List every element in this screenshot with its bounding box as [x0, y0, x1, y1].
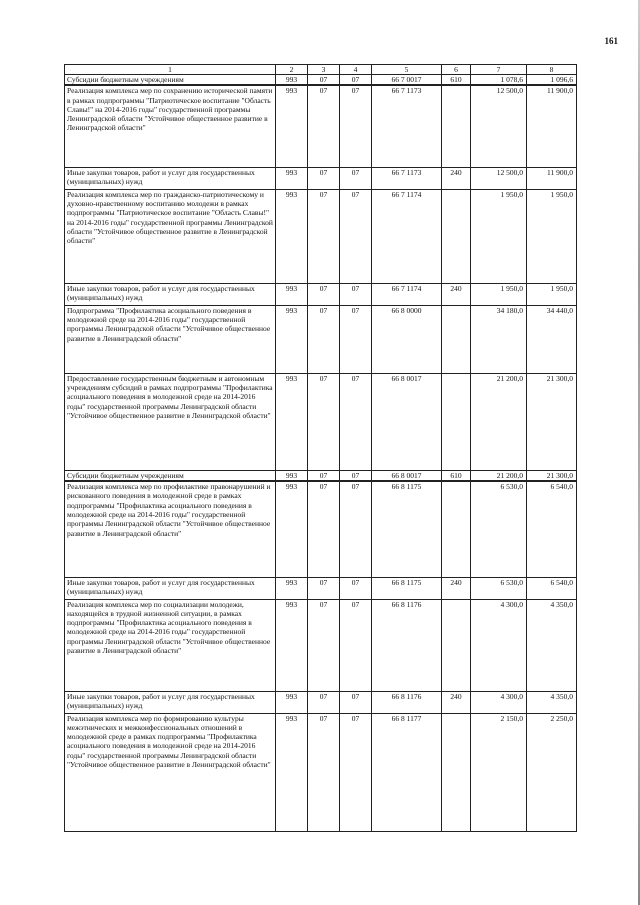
- row-name: Реализация комплекса мер по профилактике правонарушений и рискованного поведения в молодежной среде в рамках подпрограммы "Профилактика асоциального поведения в молодежной среде на 2014-2016 годы" государственной программы Ленинградской области "Устойчивое общественное развитие в Ленинградской области": [65, 481, 276, 577]
- row-sum-2016: 11 900,0: [527, 167, 577, 189]
- row-type: 240: [442, 577, 471, 599]
- row-admin: 993: [276, 470, 308, 481]
- row-type: [442, 373, 471, 470]
- table-row: [65, 577, 577, 599]
- row-type: 240: [442, 691, 471, 713]
- row-subsection: 07: [340, 167, 372, 189]
- row-type: 610: [442, 470, 471, 481]
- row-subsection: 07: [340, 577, 372, 599]
- row-name: Иные закупки товаров, работ и услуг для государственных (муниципальных) нужд: [65, 167, 276, 189]
- table-row: [65, 691, 577, 713]
- row-sum-2016: 4 350,0: [527, 691, 577, 713]
- header-row: [65, 65, 577, 75]
- row-sum-2015: 21 200,0: [471, 470, 527, 481]
- row-admin: 993: [276, 167, 308, 189]
- row-name: Реализация комплекса мер по формированию культуры межэтнических и межконфессиональных отношений в молодежной среде в рамках подпрограммы "Профилактика асоциального поведения в молодежной среде на 2014-2016 годы" государственной программы Ленинградской области "Устойчивое общественное развитие в Ленинградской области": [65, 713, 276, 831]
- row-target: 66 7 0017: [372, 75, 442, 86]
- header-col-1: 1: [65, 65, 276, 75]
- table-row: [65, 305, 577, 373]
- page-number: 161: [604, 36, 618, 46]
- row-sum-2016: 34 440,0: [527, 305, 577, 373]
- row-target: 66 8 1175: [372, 577, 442, 599]
- row-name: Реализация комплекса мер по сохранению исторической памяти в рамках подпрограммы "Патриотическое воспитание "Область Славы!" на 2014-2016 годы" государственной программы Ленинградской области "Устойчивое общественное развитие в Ленинградской области": [65, 85, 276, 167]
- row-sum-2015: 34 180,0: [471, 305, 527, 373]
- row-section: 07: [308, 470, 340, 481]
- row-admin: 993: [276, 305, 308, 373]
- row-sum-2015: 4 300,0: [471, 599, 527, 691]
- header-col-5: 5: [372, 65, 442, 75]
- row-section: 07: [308, 189, 340, 283]
- row-type: [442, 305, 471, 373]
- row-target: 66 8 0017: [372, 470, 442, 481]
- row-subsection: 07: [340, 85, 372, 167]
- header-col-4: 4: [340, 65, 372, 75]
- row-target: 66 7 1174: [372, 283, 442, 305]
- row-subsection: 07: [340, 481, 372, 577]
- header-col-6: 6: [442, 65, 471, 75]
- row-subsection: 07: [340, 75, 372, 86]
- row-target: 66 8 1177: [372, 713, 442, 831]
- row-sum-2016: 6 540,0: [527, 577, 577, 599]
- row-subsection: 07: [340, 713, 372, 831]
- row-subsection: 07: [340, 599, 372, 691]
- row-name: Иные закупки товаров, работ и услуг для государственных (муниципальных) нужд: [65, 691, 276, 713]
- row-section: 07: [308, 167, 340, 189]
- row-sum-2015: 1 950,0: [471, 283, 527, 305]
- row-section: 07: [308, 691, 340, 713]
- header-col-2: 2: [276, 65, 308, 75]
- row-sum-2015: 6 530,0: [471, 577, 527, 599]
- row-sum-2016: 21 300,0: [527, 470, 577, 481]
- row-name: Реализация комплекса мер по гражданско-патриотическому и духовно-нравственному воспитанию молодежи в рамках подпрограммы "Патриотическое воспитание "Область Славы!" на 2014-2016 годы" государственной программы Ленинградской области "Устойчивое общественное развитие в Ленинградской области": [65, 189, 276, 283]
- row-sum-2016: 1 950,0: [527, 189, 577, 283]
- table-row: [65, 85, 577, 167]
- row-sum-2016: 1 096,6: [527, 75, 577, 86]
- row-admin: 993: [276, 599, 308, 691]
- row-target: 66 8 1176: [372, 599, 442, 691]
- table-row: [65, 713, 577, 831]
- row-type: 240: [442, 283, 471, 305]
- row-sum-2016: 1 950,0: [527, 283, 577, 305]
- row-section: 07: [308, 599, 340, 691]
- row-admin: 993: [276, 75, 308, 86]
- table-row: [65, 470, 577, 481]
- row-section: 07: [308, 577, 340, 599]
- row-target: 66 8 1175: [372, 481, 442, 577]
- row-target: 66 8 0000: [372, 305, 442, 373]
- row-section: 07: [308, 373, 340, 470]
- row-target: 66 8 1176: [372, 691, 442, 713]
- row-admin: 993: [276, 189, 308, 283]
- row-name: Иные закупки товаров, работ и услуг для государственных (муниципальных) нужд: [65, 577, 276, 599]
- row-type: 240: [442, 167, 471, 189]
- row-subsection: 07: [340, 470, 372, 481]
- row-admin: 993: [276, 713, 308, 831]
- row-sum-2015: 21 200,0: [471, 373, 527, 470]
- row-section: 07: [308, 481, 340, 577]
- row-name: Реализация комплекса мер по социализации молодежи, находящейся в трудной жизненной ситуации, в рамках подпрограммы "Профилактика асоциального поведения в молодежной среде на 2014-2016 годы" государственной программы Ленинградской области "Устойчивое общественное развитие в Ленинградской области": [65, 599, 276, 691]
- row-name: Иные закупки товаров, работ и услуг для государственных (муниципальных) нужд: [65, 283, 276, 305]
- table-row: [65, 373, 577, 470]
- row-section: 07: [308, 75, 340, 86]
- row-sum-2015: 4 300,0: [471, 691, 527, 713]
- row-admin: 993: [276, 577, 308, 599]
- row-subsection: 07: [340, 691, 372, 713]
- row-section: 07: [308, 305, 340, 373]
- table-row: [65, 481, 577, 577]
- table-row: [65, 283, 577, 305]
- row-name: Субсидии бюджетным учреждениям: [65, 75, 276, 86]
- row-target: 66 8 0017: [372, 373, 442, 470]
- row-name: Субсидии бюджетным учреждениям: [65, 470, 276, 481]
- row-subsection: 07: [340, 283, 372, 305]
- row-target: 66 7 1174: [372, 189, 442, 283]
- row-target: 66 7 1173: [372, 85, 442, 167]
- row-sum-2016: 6 540,0: [527, 481, 577, 577]
- row-type: [442, 481, 471, 577]
- row-section: 07: [308, 85, 340, 167]
- row-admin: 993: [276, 85, 308, 167]
- row-section: 07: [308, 283, 340, 305]
- row-type: [442, 713, 471, 831]
- row-sum-2015: 12 500,0: [471, 85, 527, 167]
- row-admin: 993: [276, 691, 308, 713]
- row-sum-2016: 21 300,0: [527, 373, 577, 470]
- row-subsection: 07: [340, 189, 372, 283]
- row-sum-2015: 6 530,0: [471, 481, 527, 577]
- row-name: Предоставление государственным бюджетным и автономным учреждениям субсидий в рамках подпрограммы "Профилактика асоциального поведения в молодежной среде на 2014-2016 годы" государственной программы Ленинградской области "Устойчивое общественное развитие в Ленинградской области": [65, 373, 276, 470]
- header-col-7: 7: [471, 65, 527, 75]
- header-col-8: 8: [527, 65, 577, 75]
- row-type: [442, 85, 471, 167]
- row-sum-2016: 11 900,0: [527, 85, 577, 167]
- table-row: [65, 189, 577, 283]
- row-subsection: 07: [340, 305, 372, 373]
- row-type: 610: [442, 75, 471, 86]
- table-row: [65, 75, 577, 86]
- row-sum-2015: 2 150,0: [471, 713, 527, 831]
- row-section: 07: [308, 713, 340, 831]
- row-sum-2016: 2 250,0: [527, 713, 577, 831]
- row-subsection: 07: [340, 373, 372, 470]
- row-admin: 993: [276, 283, 308, 305]
- table-row: [65, 599, 577, 691]
- row-type: [442, 189, 471, 283]
- header-col-3: 3: [308, 65, 340, 75]
- budget-table: [64, 64, 577, 832]
- row-name: Подпрограмма "Профилактика асоциального поведения в молодежной среде на 2014-2016 годы" государственной программы Ленинградской области "Устойчивое общественное развитие в Ленинградской области": [65, 305, 276, 373]
- row-sum-2015: 1 078,6: [471, 75, 527, 86]
- row-type: [442, 599, 471, 691]
- row-target: 66 7 1173: [372, 167, 442, 189]
- table-row: [65, 167, 577, 189]
- row-admin: 993: [276, 481, 308, 577]
- row-sum-2016: 4 350,0: [527, 599, 577, 691]
- row-admin: 993: [276, 373, 308, 470]
- row-sum-2015: 1 950,0: [471, 189, 527, 283]
- row-sum-2015: 12 500,0: [471, 167, 527, 189]
